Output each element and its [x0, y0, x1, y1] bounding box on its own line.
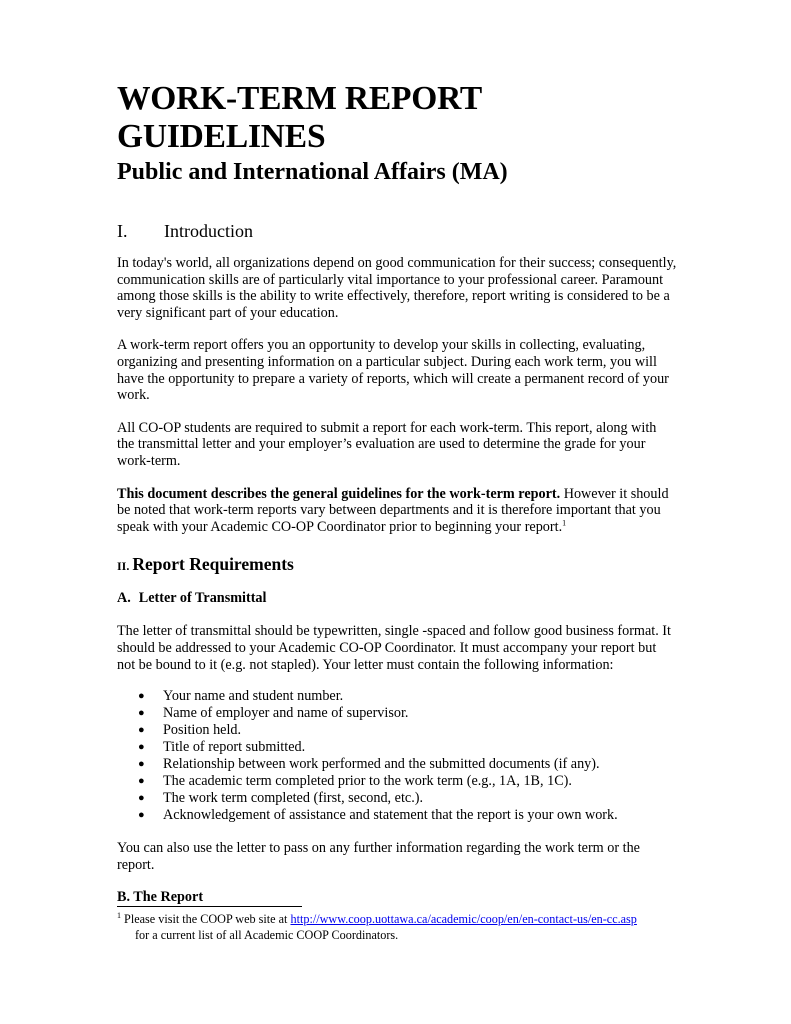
subsection-the-report-heading: B. The Report — [117, 889, 204, 906]
subsection-letter-of-transmittal-heading — [117, 590, 677, 607]
intro-paragraph-1: In today's world, all organizations depend on good communication for their success; consequently, communication skills are of particularly vital importance to your professional career. Paramount among those skills is the ability to write effectively, therefore, report writing is considered to be a very significant part of your education. — [117, 255, 677, 321]
list-item — [117, 688, 677, 705]
section-number: II. — [117, 559, 130, 574]
section-number: I. — [117, 221, 128, 241]
list-item-text: Name of employer and name of supervisor. — [163, 705, 409, 722]
transmittal-closing-paragraph: You can also use the letter to pass on any further information regarding the work term or the report. — [117, 840, 640, 873]
list-item — [117, 705, 677, 722]
footnote-marker: 1 — [117, 910, 121, 920]
transmittal-intro-paragraph: The letter of transmittal should be typewritten, single -spaced and follow good business format. It should be addressed to your Academic CO-OP Coordinator. It must accompany your report but not be bound to it (e.g. not stapled). Your letter must contain the following information: — [117, 623, 671, 673]
list-item-text: Your name and student number. — [163, 688, 344, 705]
list-item-text: The academic term completed prior to the work term (e.g., 1A, 1B, 1C). — [163, 773, 572, 790]
footnote-text: Please visit the COOP web site at — [124, 912, 291, 926]
list-item — [117, 773, 677, 790]
section-title: Introduction — [164, 221, 253, 241]
bullet-icon: ● — [138, 707, 145, 720]
list-item — [117, 722, 677, 739]
bullet-icon: ● — [138, 724, 145, 737]
section-introduction-heading — [117, 220, 677, 242]
footnote-line-1 — [117, 912, 697, 928]
subsection-letter: A. — [117, 590, 131, 607]
intro-follow-text: However it should be noted that work-term reports vary between departments and it is therefore important that you speak with your Academic CO-OP Coordinator prior to beginning your report. — [117, 485, 669, 535]
intro-paragraph-3: All CO-OP students are required to submit a report for each work-term. This report, along with the transmittal letter and your employer’s evaluation are used to determine the grade for your work-term. — [117, 419, 657, 469]
bullet-icon: ● — [138, 792, 145, 805]
document-title: WORK-TERM REPORT GUIDELINES — [117, 80, 482, 155]
subsection-title: Letter of Transmittal — [138, 590, 267, 607]
list-item — [117, 790, 677, 807]
transmittal-requirements-list — [117, 688, 677, 824]
footnote-reference[interactable]: 1 — [562, 517, 567, 527]
footnote-line-2: for a current list of all Academic COOP Coordinators. — [135, 927, 399, 942]
document-body — [117, 80, 677, 906]
bullet-icon: ● — [138, 690, 145, 703]
list-item-text: Relationship between work performed and the submitted documents (if any). — [163, 756, 600, 773]
list-item — [117, 756, 677, 773]
bullet-icon: ● — [138, 809, 145, 822]
bullet-icon: ● — [138, 758, 145, 771]
footnote-divider — [117, 906, 302, 907]
footnote — [117, 912, 697, 943]
bullet-icon: ● — [138, 775, 145, 788]
document-subtitle: Public and International Affairs (MA) — [117, 159, 508, 185]
list-item-text: Acknowledgement of assistance and statement that the report is your own work. — [163, 807, 618, 824]
intro-bold-lead: This document describes the general guidelines for the work-term report. — [117, 485, 561, 502]
intro-paragraph-4 — [117, 486, 677, 536]
coop-website-link[interactable]: http://www.coop.uottawa.ca/academic/coop/en/en-contact-us/en-cc.asp — [290, 912, 637, 926]
intro-paragraph-2: A work-term report offers you an opportunity to develop your skills in collecting, evaluating, organizing and presenting information on a particular subject. During each work term, you will have the opportunity to prepare a variety of reports, which will create a permanent record of your work. — [117, 337, 669, 404]
list-item-text: The work term completed (first, second, etc.). — [163, 790, 424, 807]
bullet-icon: ● — [138, 741, 145, 754]
list-item-text: Position held. — [163, 722, 242, 739]
list-item — [117, 739, 677, 756]
section-report-requirements-heading — [117, 553, 677, 577]
list-item-text: Title of report submitted. — [163, 739, 306, 756]
section-title: Report Requirements — [132, 554, 294, 575]
list-item — [117, 807, 677, 824]
